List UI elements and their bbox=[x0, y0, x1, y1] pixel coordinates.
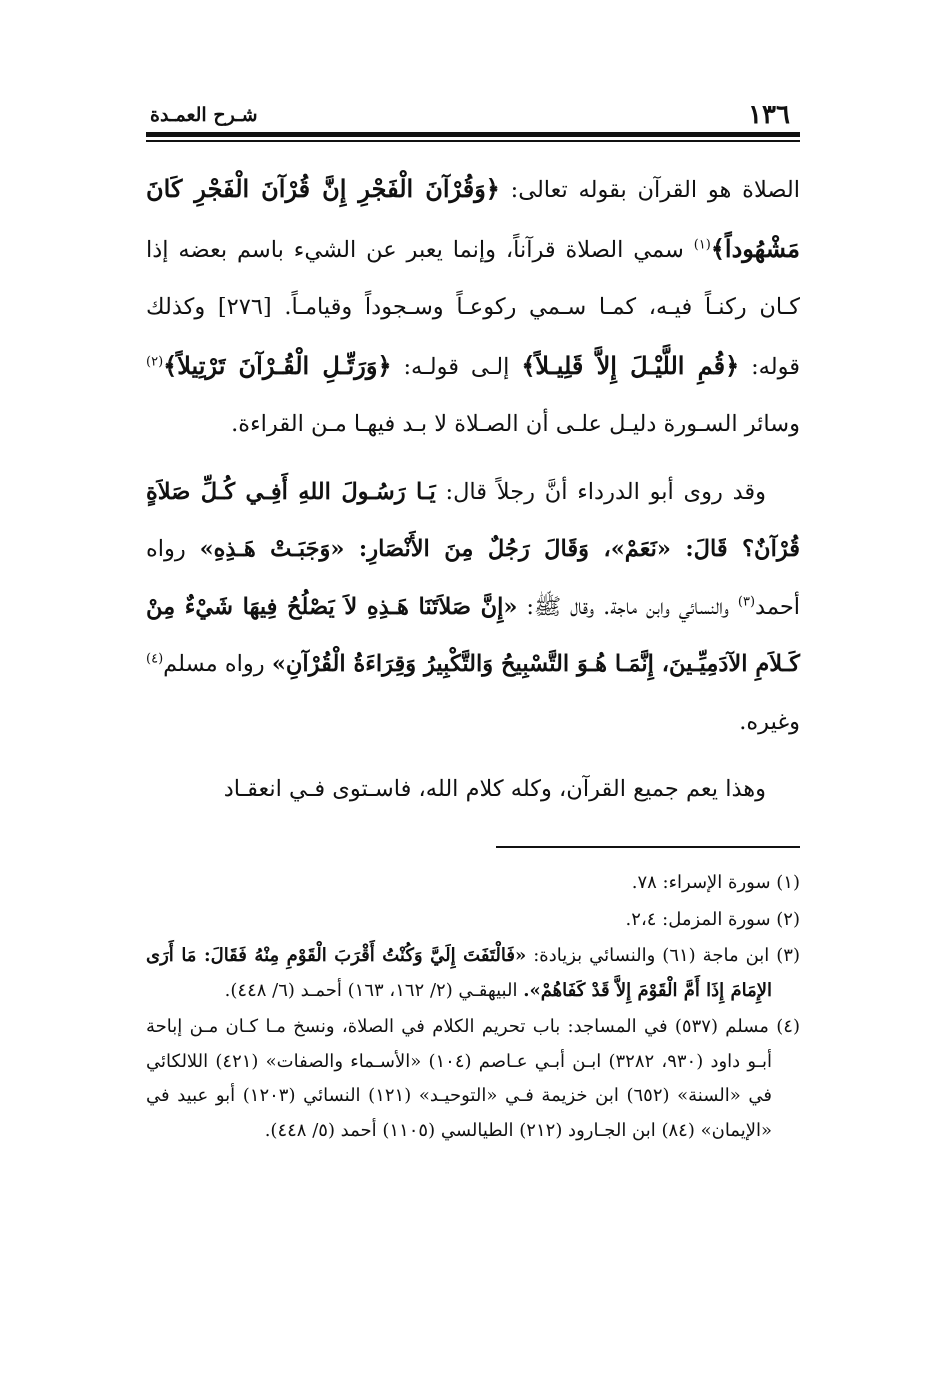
footnote-4: (٤) مسلم (٥٣٧) في المساجد: باب تحريم الكلام في الصلاة، ونسخ مـا كـان مـن إباحة أبـو داود (٩٣٠، ٣٢٨٢) ابـن أبـي عـاصم (١٠٤) «الأسـماء والصفات» (٤٢١) اللالكائي في «السنة» (٦٥٢) ابن خزيمة فـي «التوحيـد» (١٢١) النسائي (١٢٠٣) أبو عبيد في «الإيمان» (٨٤) ابن الجـارود (٢١٢) الطيالسي (١١٠٥) أحمد (٥/ ٤٤٨). bbox=[146, 1016, 800, 1141]
footnote-ref: (٢) bbox=[146, 354, 164, 369]
hadith-text: «فَالْتَفَتَ إِلَيَّ وَكُنْتُ أَقْرَبَ الْقَوْمِ مِنْهُ فَقَالَ: مَا أَرَى الإِمَامَ إِذَا أَمَّ الْقَوْمَ إِلاَّ قَدْ كَفَاهُمْ». bbox=[146, 945, 772, 1001]
running-title: شـرح العمـدة bbox=[150, 104, 258, 126]
text-run: رواه أحمد bbox=[146, 536, 800, 620]
text-run: إلـى قولـه: bbox=[391, 353, 522, 380]
page-number: ١٣٦ bbox=[748, 100, 790, 130]
text-run: وقد روى أبو الدرداء أنَّ رجلاً قال: bbox=[435, 478, 767, 505]
quran-verse: ﴿وَرَتِّـلِ الْقُـرْآنَ تَرْتِيلاً﴾ bbox=[163, 350, 392, 380]
footnote-2: (٢) سورة المزمل: ٢،٤. bbox=[625, 908, 800, 930]
footnote-separator bbox=[496, 846, 800, 848]
footnote-1: (١) سورة الإسراء: ٧٨. bbox=[631, 872, 800, 893]
text-run: وغيره. bbox=[739, 708, 800, 735]
text-run: (٣) ابن ماجة (٦١) والنسائي بزيادة: bbox=[526, 945, 800, 966]
footnotes bbox=[146, 866, 800, 1150]
text-run: وسائر السـورة دليـل علـى أن الصـلاة لا بـد فيهـا مـن القراءة. bbox=[231, 411, 800, 437]
main-text bbox=[146, 160, 800, 819]
header-rule bbox=[146, 132, 800, 137]
quran-verse: ﴿وَقُرْآنَ الْفَجْرِ إِنَّ قُرْآنَ الْفَجْرِ كَانَ مَشْهُوداً﴾ bbox=[146, 174, 800, 263]
footnote-ref: (٤) bbox=[146, 651, 164, 667]
header-rule-thin bbox=[146, 140, 800, 142]
text-run: رواه مسلم bbox=[163, 651, 272, 677]
text-run: والنسائي وابن ماجة. وقال ﷺ: bbox=[517, 593, 738, 620]
text-run: الصلاة هو القرآن بقوله تعالى: bbox=[499, 177, 801, 203]
text-run: البيهقـي (٢/ ١٦٢، ١٦٣) أحمـد (٦/ ٤٤٨). bbox=[224, 979, 524, 1001]
footnote-ref: (١) bbox=[693, 237, 711, 252]
quran-verse: ﴿قُمِ اللَّيْـلَ إِلاَّ قَلِيـلاً﴾ bbox=[521, 350, 740, 380]
hadith-text: «إِنَّ صَلاَتَنَا هَـذِهِ لاَ يَصْلُحُ فِيهَا شَيْءٌ مِنْ كَـلاَمِ الآدَمِيِّـينَ، إِنَّمَـا هُـوَ التَّسْبِيحُ وَالتَّكْبِيرُ وَقِرَاءَةُ الْقُرْآنِ» bbox=[146, 593, 801, 677]
page-header bbox=[146, 98, 800, 130]
footnote-3 bbox=[146, 939, 800, 1008]
hadith-text: يَـا رَسُـولَ اللهِ أَفِـي كُـلِّ صَلاَةٍ قُرْآنٌ؟ قَالَ: «نَعَمْ»، وَقَالَ رَجُلٌ مِنَ الأَنْصَارِ: «وَجَبَـتْ هَـذِهِ» bbox=[146, 478, 800, 562]
text-run: سمي الصلاة قرآناً، وإنما يعبر عن الشيء باسم بعضه إذا كـان ركنـاً فيـه، كمـا سـمي ركوعـاً وسـجوداً وقيامـاً. [٢٧٦] وكذلك قوله: bbox=[146, 236, 801, 380]
text-run: وهذا يعم جميع القرآن، وكله كلام الله، فاسـتوى فـي انعقـاد bbox=[223, 776, 766, 802]
paragraph-1 bbox=[146, 160, 800, 454]
paragraph-3 bbox=[146, 761, 800, 819]
paragraph-2 bbox=[146, 464, 800, 752]
footnote-ref: (٣) bbox=[737, 594, 756, 609]
